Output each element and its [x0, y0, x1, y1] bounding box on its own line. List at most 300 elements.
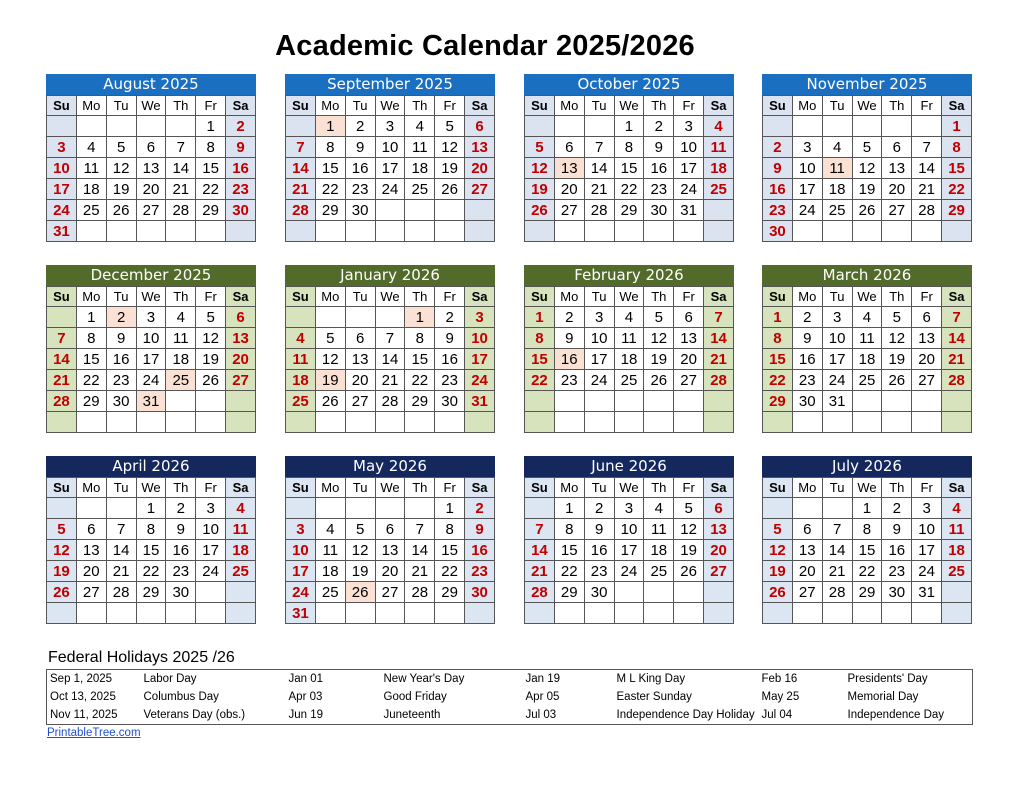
day-cell: 7 — [584, 137, 614, 158]
weekday-label: Th — [644, 96, 674, 116]
day-cell: 22 — [614, 179, 644, 200]
empty-day-cell — [644, 603, 674, 624]
day-cell: 15 — [525, 349, 555, 370]
empty-day-cell — [286, 307, 316, 328]
day-cell: 30 — [435, 391, 465, 412]
day-cell: 30 — [226, 200, 256, 221]
day-cell: 5 — [763, 519, 793, 540]
day-cell: 13 — [912, 328, 942, 349]
day-cell: 14 — [584, 158, 614, 179]
day-cell: 10 — [47, 158, 77, 179]
day-cell: 15 — [405, 349, 435, 370]
day-cell: 3 — [465, 307, 495, 328]
empty-day-cell — [166, 391, 196, 412]
day-cell: 3 — [286, 519, 316, 540]
empty-day-cell — [226, 412, 256, 433]
empty-day-cell — [525, 498, 555, 519]
day-cell: 27 — [76, 582, 106, 603]
day-cell: 26 — [47, 582, 77, 603]
month-calendar — [762, 74, 972, 242]
day-cell: 29 — [76, 391, 106, 412]
day-cell: 1 — [405, 307, 435, 328]
day-cell: 23 — [166, 561, 196, 582]
day-cell: 14 — [286, 158, 316, 179]
day-cell: 20 — [76, 561, 106, 582]
day-cell: 12 — [345, 540, 375, 561]
day-cell: 1 — [435, 498, 465, 519]
day-cell: 30 — [106, 391, 136, 412]
day-cell: 5 — [852, 137, 882, 158]
day-cell: 27 — [136, 200, 166, 221]
weekday-label: Fr — [435, 478, 465, 498]
month-title: September 2025 — [285, 74, 495, 95]
day-cell: 13 — [465, 137, 495, 158]
empty-day-cell — [315, 412, 345, 433]
empty-day-cell — [196, 221, 226, 242]
empty-day-cell — [584, 412, 614, 433]
day-cell: 6 — [465, 116, 495, 137]
day-cell: 20 — [912, 349, 942, 370]
day-cell: 18 — [852, 349, 882, 370]
day-cell: 17 — [674, 158, 704, 179]
day-cell: 21 — [912, 179, 942, 200]
day-cell: 18 — [286, 370, 316, 391]
day-cell: 13 — [882, 158, 912, 179]
day-cell: 15 — [76, 349, 106, 370]
day-cell: 1 — [136, 498, 166, 519]
day-cell: 23 — [584, 561, 614, 582]
weekday-label: Mo — [76, 96, 106, 116]
day-cell: 23 — [554, 370, 584, 391]
empty-day-cell — [76, 116, 106, 137]
weekday-label: Mo — [792, 287, 822, 307]
day-cell: 24 — [465, 370, 495, 391]
day-cell: 19 — [525, 179, 555, 200]
holiday-date: Jan 19 — [525, 673, 561, 685]
day-cell: 11 — [852, 328, 882, 349]
day-cell: 30 — [792, 391, 822, 412]
day-cell: 21 — [106, 561, 136, 582]
day-cell: 26 — [345, 582, 375, 603]
day-cell: 20 — [226, 349, 256, 370]
empty-day-cell — [674, 582, 704, 603]
day-cell: 28 — [942, 370, 972, 391]
day-cell: 7 — [286, 137, 316, 158]
holidays-title: Federal Holidays 2025 /26 — [48, 649, 235, 666]
weekday-label: Tu — [106, 96, 136, 116]
day-cell: 1 — [196, 116, 226, 137]
day-cell: 26 — [674, 561, 704, 582]
day-cell: 13 — [674, 328, 704, 349]
day-cell: 16 — [644, 158, 674, 179]
weekday-label: Su — [286, 287, 316, 307]
empty-day-cell — [286, 116, 316, 137]
day-cell: 8 — [435, 519, 465, 540]
day-cell: 2 — [226, 116, 256, 137]
day-cell: 4 — [166, 307, 196, 328]
day-cell: 6 — [674, 307, 704, 328]
day-cell: 14 — [106, 540, 136, 561]
day-cell: 9 — [166, 519, 196, 540]
day-cell: 18 — [405, 158, 435, 179]
day-cell: 14 — [525, 540, 555, 561]
empty-day-cell — [792, 221, 822, 242]
day-cell: 20 — [792, 561, 822, 582]
day-cell: 12 — [882, 328, 912, 349]
day-cell: 22 — [196, 179, 226, 200]
day-cell: 15 — [136, 540, 166, 561]
day-cell: 16 — [345, 158, 375, 179]
day-cell: 17 — [375, 158, 405, 179]
day-cell: 18 — [614, 349, 644, 370]
empty-day-cell — [375, 412, 405, 433]
weekday-label: We — [375, 96, 405, 116]
day-cell: 8 — [852, 519, 882, 540]
day-cell: 27 — [912, 370, 942, 391]
weekday-label: Mo — [315, 287, 345, 307]
empty-day-cell — [226, 603, 256, 624]
day-cell: 22 — [435, 561, 465, 582]
day-cell: 17 — [465, 349, 495, 370]
day-cell: 28 — [47, 391, 77, 412]
empty-day-cell — [584, 116, 614, 137]
weekday-label: Sa — [226, 478, 256, 498]
day-cell: 18 — [166, 349, 196, 370]
day-cell: 14 — [166, 158, 196, 179]
empty-day-cell — [405, 200, 435, 221]
day-cell: 6 — [226, 307, 256, 328]
day-cell: 7 — [912, 137, 942, 158]
empty-day-cell — [345, 307, 375, 328]
day-cell: 2 — [435, 307, 465, 328]
empty-day-cell — [644, 412, 674, 433]
empty-day-cell — [136, 603, 166, 624]
day-cell: 20 — [554, 179, 584, 200]
day-cell: 6 — [345, 328, 375, 349]
day-cell: 23 — [644, 179, 674, 200]
weekday-label: Sa — [942, 478, 972, 498]
page-title: Academic Calendar 2025/2026 — [275, 30, 695, 62]
empty-day-cell — [882, 412, 912, 433]
month-title: December 2025 — [46, 265, 256, 286]
day-cell: 9 — [644, 137, 674, 158]
day-cell: 8 — [763, 328, 793, 349]
month-title: February 2026 — [524, 265, 734, 286]
day-cell: 14 — [405, 540, 435, 561]
empty-day-cell — [47, 603, 77, 624]
day-cell: 25 — [942, 561, 972, 582]
day-cell: 23 — [882, 561, 912, 582]
empty-day-cell — [136, 221, 166, 242]
weekday-label: We — [852, 287, 882, 307]
day-cell: 7 — [942, 307, 972, 328]
day-cell: 18 — [76, 179, 106, 200]
weekday-label: Th — [166, 478, 196, 498]
month-title: June 2026 — [524, 456, 734, 477]
day-cell: 4 — [226, 498, 256, 519]
weekday-label: Fr — [912, 287, 942, 307]
holiday-date: Jul 04 — [761, 709, 793, 721]
day-cell: 2 — [882, 498, 912, 519]
day-cell: 5 — [315, 328, 345, 349]
day-cell: 10 — [584, 328, 614, 349]
weekday-label: Th — [166, 96, 196, 116]
empty-day-cell — [644, 582, 674, 603]
day-cell: 8 — [942, 137, 972, 158]
empty-day-cell — [47, 498, 77, 519]
day-cell: 11 — [226, 519, 256, 540]
weekday-label: Mo — [554, 96, 584, 116]
empty-day-cell — [912, 603, 942, 624]
day-cell: 22 — [852, 561, 882, 582]
day-cell: 9 — [435, 328, 465, 349]
empty-day-cell — [763, 116, 793, 137]
day-cell: 3 — [375, 116, 405, 137]
holiday-date: May 25 — [761, 691, 800, 703]
empty-day-cell — [882, 116, 912, 137]
empty-day-cell — [704, 200, 734, 221]
day-cell: 19 — [106, 179, 136, 200]
day-cell: 28 — [106, 582, 136, 603]
day-cell: 1 — [554, 498, 584, 519]
empty-day-cell — [822, 603, 852, 624]
month-title: April 2026 — [46, 456, 256, 477]
day-cell: 22 — [942, 179, 972, 200]
empty-day-cell — [405, 603, 435, 624]
month-title: July 2026 — [762, 456, 972, 477]
day-cell: 20 — [882, 179, 912, 200]
weekday-label: We — [375, 478, 405, 498]
day-cell: 29 — [852, 582, 882, 603]
day-cell: 24 — [792, 200, 822, 221]
day-cell: 5 — [525, 137, 555, 158]
day-cell: 4 — [286, 328, 316, 349]
day-cell: 21 — [704, 349, 734, 370]
day-cell: 21 — [584, 179, 614, 200]
empty-day-cell — [525, 116, 555, 137]
weekday-label: Tu — [345, 96, 375, 116]
holiday-row — [47, 670, 973, 689]
day-cell: 13 — [76, 540, 106, 561]
day-cell: 7 — [525, 519, 555, 540]
weekday-label: We — [614, 96, 644, 116]
day-cell: 18 — [644, 540, 674, 561]
day-cell: 29 — [614, 200, 644, 221]
day-cell: 1 — [525, 307, 555, 328]
day-cell: 31 — [674, 200, 704, 221]
day-cell: 20 — [704, 540, 734, 561]
day-cell: 12 — [47, 540, 77, 561]
empty-day-cell — [465, 603, 495, 624]
weekday-label: Sa — [942, 287, 972, 307]
weekday-label: We — [136, 96, 166, 116]
empty-day-cell — [822, 221, 852, 242]
empty-day-cell — [405, 498, 435, 519]
empty-day-cell — [614, 412, 644, 433]
day-cell: 29 — [554, 582, 584, 603]
empty-day-cell — [315, 221, 345, 242]
day-cell: 10 — [822, 328, 852, 349]
empty-day-cell — [286, 221, 316, 242]
day-cell: 28 — [912, 200, 942, 221]
day-cell: 3 — [196, 498, 226, 519]
day-cell: 14 — [47, 349, 77, 370]
holiday-name: Veterans Day (obs.) — [143, 709, 246, 721]
empty-day-cell — [674, 603, 704, 624]
day-cell: 6 — [375, 519, 405, 540]
day-cell: 3 — [47, 137, 77, 158]
day-cell: 18 — [942, 540, 972, 561]
weekday-label: Fr — [912, 478, 942, 498]
day-cell: 7 — [704, 307, 734, 328]
day-cell: 29 — [942, 200, 972, 221]
weekday-label: Sa — [942, 96, 972, 116]
day-cell: 23 — [763, 200, 793, 221]
day-cell: 4 — [704, 116, 734, 137]
day-cell: 13 — [136, 158, 166, 179]
day-cell: 25 — [822, 200, 852, 221]
day-cell: 10 — [286, 540, 316, 561]
day-cell: 9 — [106, 328, 136, 349]
day-cell: 2 — [345, 116, 375, 137]
day-cell: 2 — [554, 307, 584, 328]
day-cell: 26 — [763, 582, 793, 603]
day-cell: 2 — [584, 498, 614, 519]
empty-day-cell — [852, 412, 882, 433]
empty-day-cell — [106, 603, 136, 624]
weekday-label: We — [852, 478, 882, 498]
day-cell: 9 — [554, 328, 584, 349]
day-cell: 8 — [614, 137, 644, 158]
day-cell: 30 — [345, 200, 375, 221]
empty-day-cell — [286, 498, 316, 519]
day-cell: 11 — [166, 328, 196, 349]
day-cell: 13 — [375, 540, 405, 561]
weekday-label: Fr — [196, 478, 226, 498]
day-cell: 2 — [106, 307, 136, 328]
day-cell: 19 — [315, 370, 345, 391]
day-cell: 26 — [525, 200, 555, 221]
day-cell: 23 — [435, 370, 465, 391]
day-cell: 8 — [554, 519, 584, 540]
weekday-label: Sa — [704, 478, 734, 498]
day-cell: 4 — [644, 498, 674, 519]
weekday-label: Th — [644, 287, 674, 307]
day-cell: 26 — [106, 200, 136, 221]
holiday-date: Jun 19 — [288, 709, 324, 721]
day-cell: 16 — [882, 540, 912, 561]
weekday-label: Tu — [106, 478, 136, 498]
day-cell: 23 — [345, 179, 375, 200]
day-cell: 11 — [286, 349, 316, 370]
weekday-label: Th — [166, 287, 196, 307]
weekday-label: Th — [644, 478, 674, 498]
day-cell: 30 — [584, 582, 614, 603]
empty-day-cell — [554, 391, 584, 412]
day-cell: 12 — [674, 519, 704, 540]
day-cell: 16 — [166, 540, 196, 561]
empty-day-cell — [822, 116, 852, 137]
day-cell: 29 — [405, 391, 435, 412]
day-cell: 25 — [76, 200, 106, 221]
day-cell: 12 — [196, 328, 226, 349]
empty-day-cell — [554, 603, 584, 624]
empty-day-cell — [47, 412, 77, 433]
weekday-label: Tu — [584, 287, 614, 307]
day-cell: 8 — [136, 519, 166, 540]
day-cell: 19 — [674, 540, 704, 561]
day-cell: 8 — [76, 328, 106, 349]
empty-day-cell — [704, 603, 734, 624]
day-cell: 4 — [822, 137, 852, 158]
day-cell: 14 — [912, 158, 942, 179]
month-title: August 2025 — [46, 74, 256, 95]
empty-day-cell — [792, 116, 822, 137]
day-cell: 1 — [942, 116, 972, 137]
day-cell: 20 — [465, 158, 495, 179]
empty-day-cell — [554, 412, 584, 433]
empty-day-cell — [763, 498, 793, 519]
weekday-label: Mo — [792, 96, 822, 116]
day-cell: 2 — [763, 137, 793, 158]
empty-day-cell — [76, 412, 106, 433]
day-cell: 1 — [315, 116, 345, 137]
day-cell: 24 — [584, 370, 614, 391]
day-cell: 15 — [315, 158, 345, 179]
day-cell: 16 — [435, 349, 465, 370]
empty-day-cell — [614, 391, 644, 412]
credit-link[interactable]: PrintableTree.com — [47, 727, 141, 739]
holiday-name: Columbus Day — [143, 691, 219, 703]
day-cell: 12 — [525, 158, 555, 179]
day-cell: 22 — [554, 561, 584, 582]
day-cell: 25 — [614, 370, 644, 391]
empty-day-cell — [405, 412, 435, 433]
day-cell: 29 — [435, 582, 465, 603]
weekday-label: Su — [47, 478, 77, 498]
day-cell: 24 — [47, 200, 77, 221]
month-calendar — [524, 74, 734, 242]
day-cell: 28 — [525, 582, 555, 603]
day-cell: 3 — [136, 307, 166, 328]
day-cell: 24 — [375, 179, 405, 200]
day-cell: 25 — [644, 561, 674, 582]
day-cell: 17 — [822, 349, 852, 370]
day-cell: 12 — [315, 349, 345, 370]
day-cell: 13 — [554, 158, 584, 179]
empty-day-cell — [76, 498, 106, 519]
holidays-table — [46, 669, 973, 725]
month-calendar — [46, 265, 256, 433]
weekday-label: Sa — [704, 287, 734, 307]
day-cell: 19 — [345, 561, 375, 582]
holiday-date: Apr 05 — [525, 691, 560, 703]
weekday-label: Su — [525, 287, 555, 307]
day-cell: 4 — [852, 307, 882, 328]
weekday-label: Su — [525, 478, 555, 498]
day-cell: 22 — [76, 370, 106, 391]
weekday-label: Fr — [435, 96, 465, 116]
day-cell: 3 — [614, 498, 644, 519]
month-calendar — [524, 456, 734, 624]
empty-day-cell — [375, 200, 405, 221]
day-cell: 21 — [375, 370, 405, 391]
day-cell: 5 — [644, 307, 674, 328]
empty-day-cell — [465, 412, 495, 433]
day-cell: 10 — [792, 158, 822, 179]
day-cell: 31 — [822, 391, 852, 412]
day-cell: 29 — [763, 391, 793, 412]
